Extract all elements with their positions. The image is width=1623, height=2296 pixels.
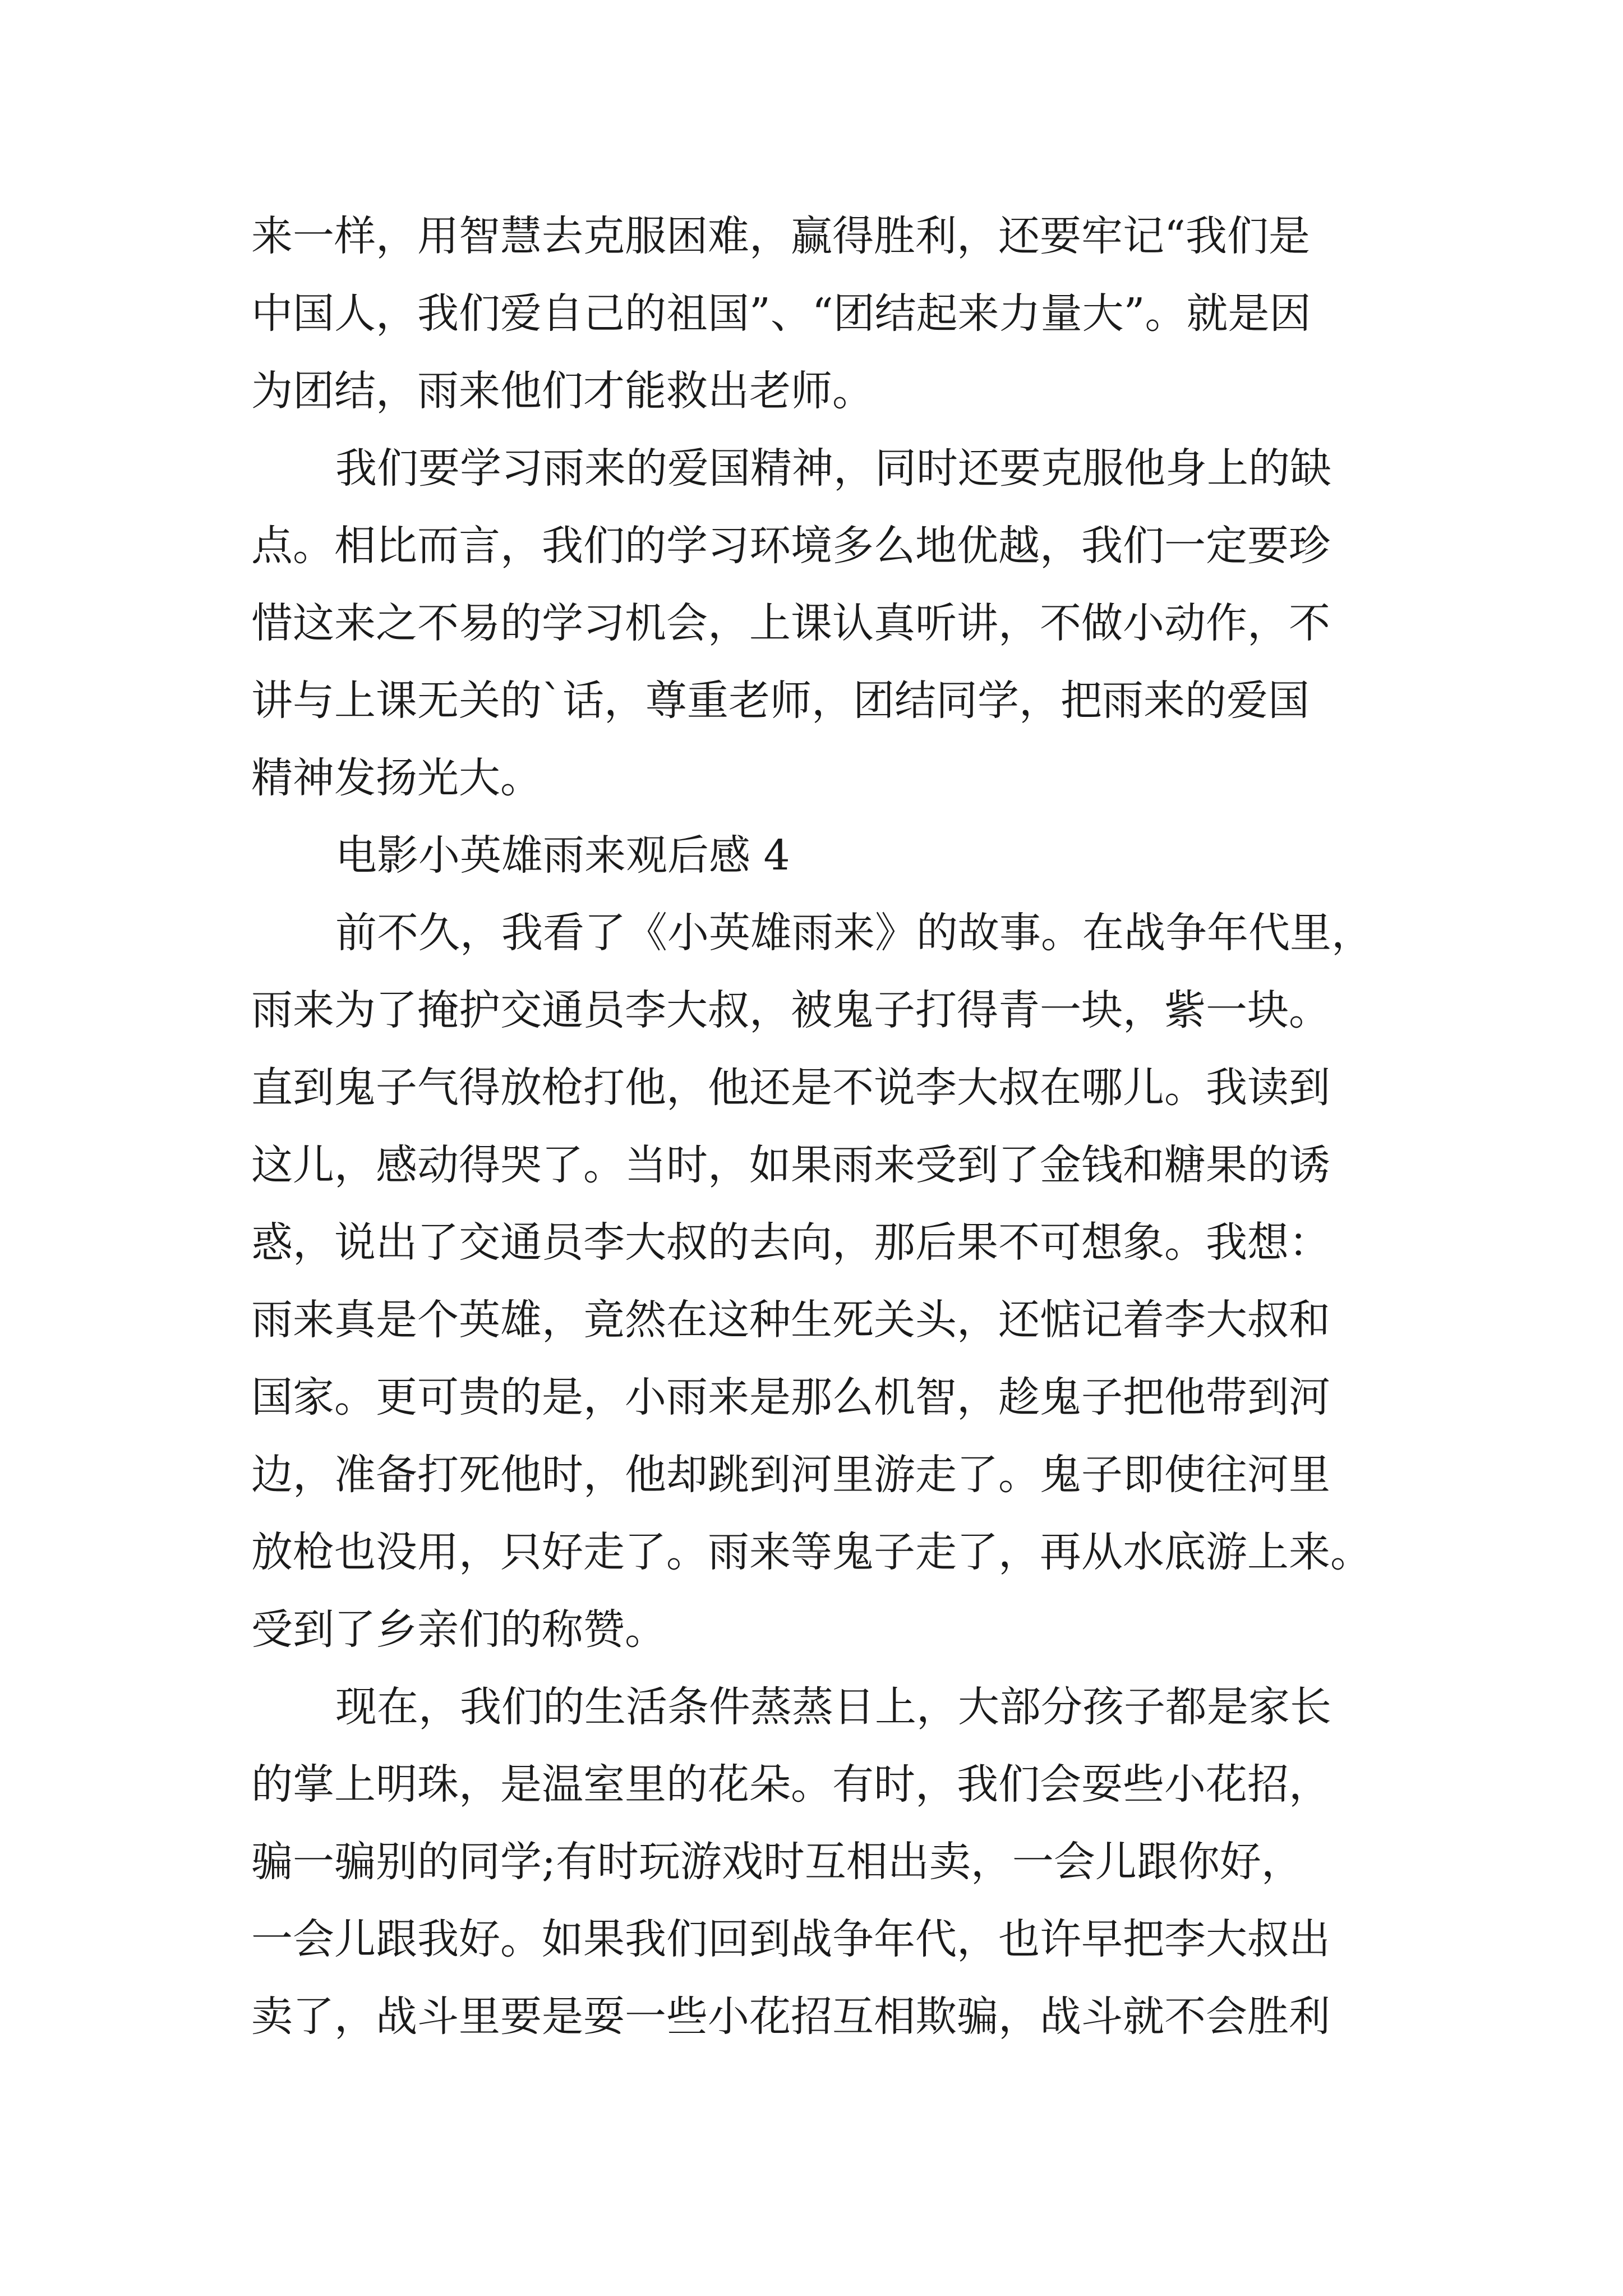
section-heading: 电影小英雄雨来观后感 4 (335, 831, 790, 880)
body-text-line: 惑，说出了交通员李大叔的去向，那后果不可想象。我想： (251, 1218, 1330, 1267)
paragraph-first-line: 现在，我们的生活条件蒸蒸日上，大部分孩子都是家长 (335, 1683, 1331, 1731)
body-text-line: 一会儿跟我好。如果我们回到战争年代，也许早把李大叔出 (251, 1915, 1330, 1963)
body-text-line: 来一样，用智慧去克服困难，赢得胜利，还要牢记“我们是 (251, 212, 1310, 260)
body-text-line: 讲与上课无关的`话，尊重老师，团结同学，把雨来的爱国 (251, 677, 1310, 725)
body-text-line: 的掌上明珠，是温室里的花朵。有时，我们会耍些小花招， (251, 1760, 1330, 1809)
body-text-line: 精神发扬光大。 (251, 754, 542, 802)
body-text-line: 受到了乡亲们的称赞。 (251, 1605, 666, 1654)
body-text-line: 雨来为了掩护交通员李大叔，被鬼子打得青一块，紫一块。 (251, 986, 1330, 1034)
document-body (251, 197, 1378, 2055)
body-text-line: 国家。更可贵的是，小雨来是那么机智，趁鬼子把他带到河 (251, 1373, 1330, 1421)
body-text-line: 为团结，雨来他们才能救出老师。 (251, 367, 874, 415)
body-text-line: 惜这来之不易的学习机会，上课认真听讲，不做小动作，不 (251, 599, 1330, 647)
body-text-line: 中国人，我们爱自己的祖国”、“团结起来力量大”。就是因 (251, 289, 1311, 338)
body-text-line: 雨来真是个英雄，竟然在这种生死关头，还惦记着李大叔和 (251, 1296, 1330, 1344)
body-text-line: 这儿，感动得哭了。当时，如果雨来受到了金钱和糖果的诱 (251, 1141, 1330, 1189)
body-text-line: 直到鬼子气得放枪打他，他还是不说李大叔在哪儿。我读到 (251, 1064, 1330, 1112)
body-text-line: 点。相比而言，我们的学习环境多么地优越，我们一定要珍 (251, 522, 1330, 570)
body-text-line: 边，准备打死他时，他却跳到河里游走了。鬼子即使往河里 (251, 1451, 1330, 1499)
body-text-line: 骗一骗别的同学;有时玩游戏时互相出卖，一会儿跟你好， (251, 1838, 1303, 1886)
body-text-line: 卖了，战斗里要是耍一些小花招互相欺骗，战斗就不会胜利 (251, 1993, 1330, 2041)
paragraph-first-line: 前不久，我看了《小英雄雨来》的故事。在战争年代里， (335, 909, 1373, 957)
body-text-line: 放枪也没用，只好走了。雨来等鬼子走了，再从水底游上来。 (251, 1528, 1372, 1576)
paragraph-first-line: 我们要学习雨来的爱国精神，同时还要克服他身上的缺 (335, 444, 1331, 493)
